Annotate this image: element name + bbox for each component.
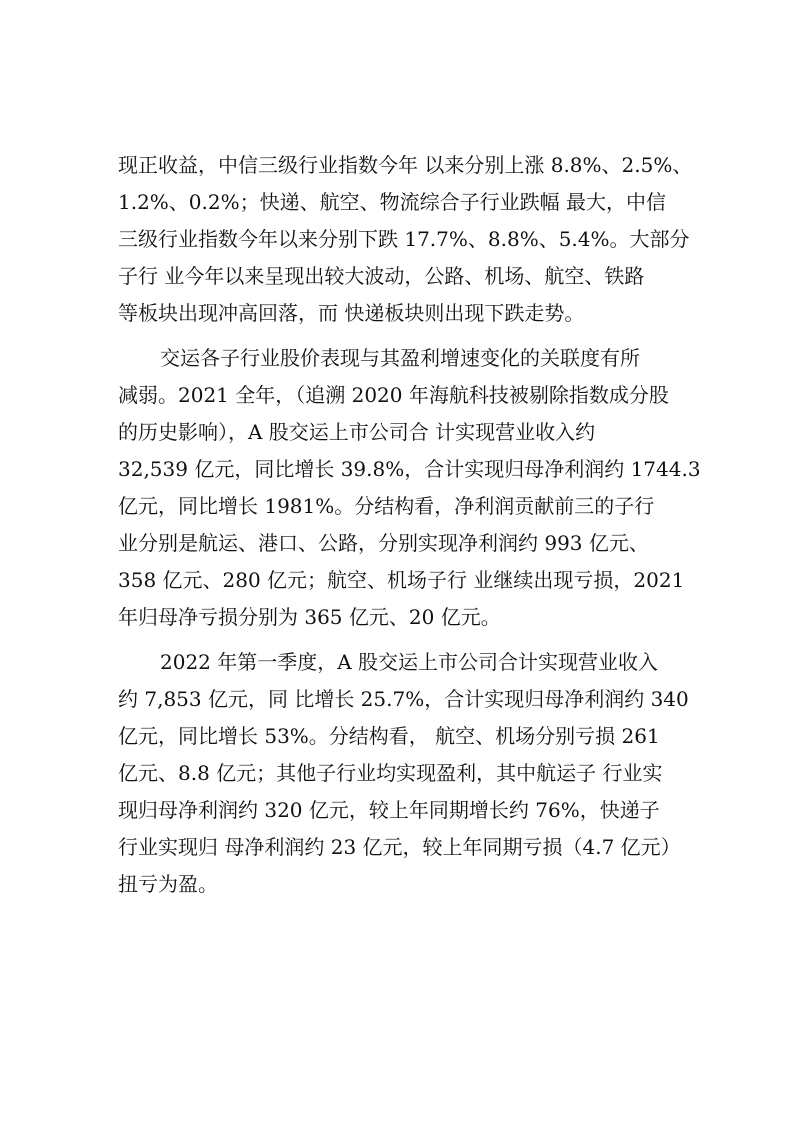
text-line: 业分别是航运、港口、公路，分别实现净利润约 993 亿元、 — [118, 531, 649, 555]
text-line: 亿元，同比增长 1981%。分结构看，净利润贡献前三的子行 — [118, 494, 655, 518]
text-line: 扭亏为盈。 — [118, 872, 218, 896]
text-line: 358 亿元、280 亿元；航空、机场子行 业继续出现亏损，2021 — [118, 568, 685, 592]
paragraph-first-line: 交运各子行业股价表现与其盈利增速变化的关联度有所 — [160, 346, 640, 370]
text-line: 32,539 亿元，同比增长 39.8%，合计实现归母净利润约 1744.3 — [118, 457, 701, 481]
text-line: 子行 业今年以来呈现出较大波动，公路、机场、航空、铁路 — [118, 264, 645, 288]
text-line: 年归母净亏损分别为 365 亿元、20 亿元。 — [118, 605, 501, 629]
text-line: 亿元，同比增长 53%。分结构看， 航空、机场分别亏损 261 — [118, 724, 660, 748]
paragraph-first-line: 2022 年第一季度，A 股交运上市公司合计实现营业收入 — [160, 650, 659, 674]
text-line: 的历史影响），A 股交运上市公司合 计实现营业收入约 — [118, 420, 596, 444]
text-line: 亿元、8.8 亿元；其他子行业均实现盈利，其中航运子 行业实 — [118, 761, 663, 785]
text-line: 等板块出现冲高回落，而 快递板块则出现下跌走势。 — [118, 301, 585, 325]
text-line: 约 7,853 亿元，同 比增长 25.7%，合计实现归母净利润约 340 — [118, 687, 689, 711]
text-line: 行业实现归 母净利润约 23 亿元，较上年同期亏损（4.7 亿元） — [118, 835, 681, 859]
text-line: 现归母净利润约 320 亿元，较上年同期增长约 76%，快递子 — [118, 798, 660, 822]
text-line: 现正收益，中信三级行业指数今年 以来分别上涨 8.8%、2.5%、 — [118, 153, 693, 177]
text-line: 1.2%、0.2%；快递、航空、物流综合子行业跌幅 最大，中信 — [118, 190, 666, 214]
text-line: 三级行业指数今年以来分别下跌 17.7%、8.8%、5.4%。大部分 — [118, 227, 690, 251]
text-line: 减弱。2021 全年，（追溯 2020 年海航科技被剔除指数成分股 — [118, 383, 669, 407]
